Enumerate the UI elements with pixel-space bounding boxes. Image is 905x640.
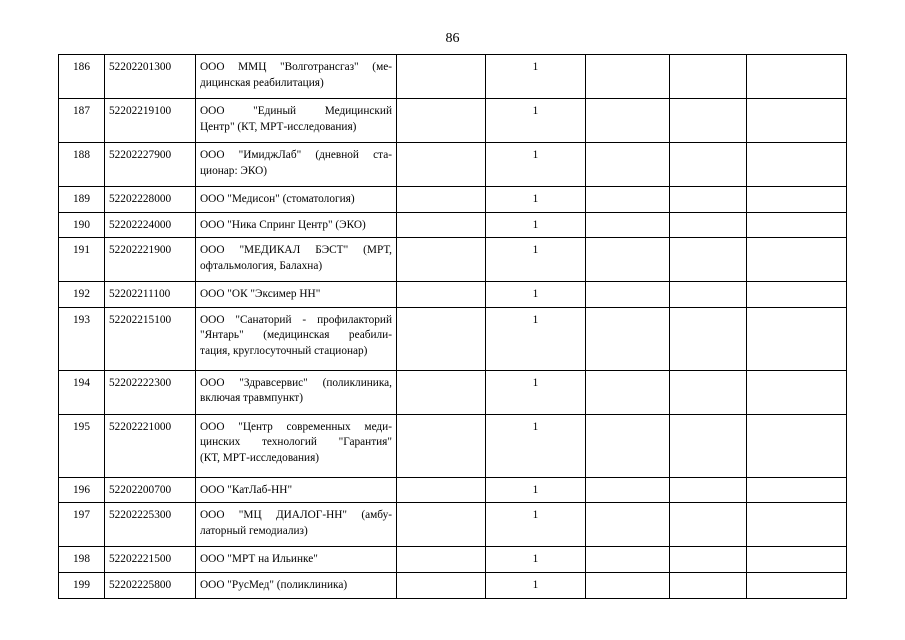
- empty-cell: [586, 370, 670, 414]
- org-name-line: ООО "Центр современных меди-: [200, 420, 392, 433]
- row-number-cell: 189: [59, 187, 105, 213]
- org-name-line: дицинская реабилитация): [200, 76, 324, 89]
- empty-cell: [586, 212, 670, 238]
- empty-cell: [670, 503, 747, 547]
- empty-cell: [747, 370, 847, 414]
- org-name-cell: [196, 370, 397, 414]
- row-number-cell: 194: [59, 370, 105, 414]
- org-code-cell: 52202221900: [105, 238, 196, 282]
- org-name-line: Центр" (КТ, МРТ-исследования): [200, 120, 357, 133]
- org-name-line: "Янтарь" (медицинская реабили-: [200, 329, 392, 342]
- org-name-line: ООО "РусМед" (поликлиника): [200, 578, 348, 591]
- empty-cell: [586, 143, 670, 187]
- empty-cell: [670, 55, 747, 99]
- empty-cell: [747, 503, 847, 547]
- org-name-cell: [196, 55, 397, 99]
- row-number-cell: 195: [59, 414, 105, 477]
- org-name-line: ООО ММЦ "Волготрансгаз" (ме-: [200, 61, 392, 73]
- table-row: [59, 414, 847, 477]
- empty-cell: [586, 55, 670, 99]
- empty-cell: [397, 307, 486, 370]
- empty-cell: [586, 414, 670, 477]
- table-row: [59, 370, 847, 414]
- empty-cell: [747, 477, 847, 503]
- org-name-line: латорный гемодиализ): [200, 524, 308, 537]
- empty-cell: [586, 572, 670, 598]
- org-name-cell: [196, 187, 397, 213]
- org-name-line: тация, круглосуточный стационар): [200, 344, 368, 357]
- empty-cell: [397, 503, 486, 547]
- empty-cell: [670, 187, 747, 213]
- empty-cell: [670, 212, 747, 238]
- empty-cell: [747, 99, 847, 143]
- org-name-cell: [196, 414, 397, 477]
- count-cell: 1: [486, 547, 586, 573]
- table-row: [59, 187, 847, 213]
- table-row: [59, 212, 847, 238]
- org-name-cell: [196, 477, 397, 503]
- org-name-line: включая травмпункт): [200, 392, 303, 405]
- org-code-cell: 52202225300: [105, 503, 196, 547]
- row-number-cell: 187: [59, 99, 105, 143]
- empty-cell: [747, 187, 847, 213]
- table-row: [59, 503, 847, 547]
- empty-cell: [586, 477, 670, 503]
- org-name-cell: [196, 143, 397, 187]
- empty-cell: [747, 238, 847, 282]
- empty-cell: [586, 187, 670, 213]
- org-name-cell: [196, 238, 397, 282]
- org-name-cell: [196, 307, 397, 370]
- count-cell: 1: [486, 187, 586, 213]
- org-name-line: ООО "ОК "Эксимер НН": [200, 288, 321, 301]
- empty-cell: [747, 547, 847, 573]
- empty-cell: [397, 477, 486, 503]
- org-code-cell: 52202211100: [105, 282, 196, 308]
- empty-cell: [586, 99, 670, 143]
- table-body: [59, 55, 847, 599]
- row-number-cell: 192: [59, 282, 105, 308]
- row-number-cell: 196: [59, 477, 105, 503]
- empty-cell: [397, 282, 486, 308]
- org-code-cell: 52202221500: [105, 547, 196, 573]
- empty-cell: [586, 503, 670, 547]
- row-number-cell: 199: [59, 572, 105, 598]
- empty-cell: [397, 572, 486, 598]
- table-row: [59, 282, 847, 308]
- empty-cell: [397, 143, 486, 187]
- org-name-line: ООО "ИмиджЛаб" (дневной ста-: [200, 149, 392, 161]
- org-name-line: ООО "Ника Спринг Центр" (ЭКО): [200, 218, 366, 231]
- empty-cell: [747, 307, 847, 370]
- table-row: [59, 55, 847, 99]
- count-cell: 1: [486, 503, 586, 547]
- org-name-line: цинских технологий "Гарантия": [200, 436, 392, 449]
- count-cell: 1: [486, 477, 586, 503]
- row-number-cell: 188: [59, 143, 105, 187]
- table-row: [59, 477, 847, 503]
- empty-cell: [670, 307, 747, 370]
- table-row: [59, 143, 847, 187]
- empty-cell: [747, 55, 847, 99]
- empty-cell: [397, 212, 486, 238]
- count-cell: 1: [486, 212, 586, 238]
- empty-cell: [747, 212, 847, 238]
- empty-cell: [670, 477, 747, 503]
- empty-cell: [397, 547, 486, 573]
- empty-cell: [670, 143, 747, 187]
- org-name-line: ООО "Медисон" (стоматология): [200, 193, 355, 205]
- org-name-cell: [196, 212, 397, 238]
- row-number-cell: 191: [59, 238, 105, 282]
- count-cell: 1: [486, 572, 586, 598]
- count-cell: 1: [486, 55, 586, 99]
- empty-cell: [397, 414, 486, 477]
- empty-cell: [397, 187, 486, 213]
- empty-cell: [586, 282, 670, 308]
- org-code-cell: 52202219100: [105, 99, 196, 143]
- empty-cell: [586, 307, 670, 370]
- org-name-line: ООО "МЕДИКАЛ БЭСТ" (МРТ,: [200, 244, 392, 257]
- empty-cell: [586, 238, 670, 282]
- org-name-line: ООО "МРТ на Ильинке": [200, 553, 318, 566]
- table-row: [59, 547, 847, 573]
- registry-table: [58, 54, 847, 599]
- empty-cell: [397, 370, 486, 414]
- empty-cell: [670, 547, 747, 573]
- org-name-cell: [196, 572, 397, 598]
- org-code-cell: 52202201300: [105, 55, 196, 99]
- page-number: 86: [445, 31, 460, 46]
- count-cell: 1: [486, 370, 586, 414]
- org-name-line: ционар: ЭКО): [200, 164, 268, 177]
- org-name-line: ООО "КатЛаб-НН": [200, 483, 293, 496]
- org-name-cell: [196, 547, 397, 573]
- org-code-cell: 52202225800: [105, 572, 196, 598]
- org-name-line: (КТ, МРТ-исследования): [200, 451, 320, 464]
- table-row: [59, 99, 847, 143]
- org-code-cell: 52202221000: [105, 414, 196, 477]
- empty-cell: [747, 414, 847, 477]
- empty-cell: [670, 282, 747, 308]
- row-number-cell: 186: [59, 55, 105, 99]
- org-name-cell: [196, 99, 397, 143]
- count-cell: 1: [486, 99, 586, 143]
- org-code-cell: 52202215100: [105, 307, 196, 370]
- count-cell: 1: [486, 143, 586, 187]
- org-name-cell: [196, 282, 397, 308]
- row-number-cell: 198: [59, 547, 105, 573]
- org-name-line: ООО "МЦ ДИАЛОГ-НН" (амбу-: [200, 509, 392, 522]
- count-cell: 1: [486, 307, 586, 370]
- table-row: [59, 238, 847, 282]
- row-number-cell: 193: [59, 307, 105, 370]
- empty-cell: [670, 572, 747, 598]
- empty-cell: [670, 414, 747, 477]
- org-code-cell: 52202228000: [105, 187, 196, 213]
- org-code-cell: 52202222300: [105, 370, 196, 414]
- org-name-cell: [196, 503, 397, 547]
- empty-cell: [670, 370, 747, 414]
- empty-cell: [586, 547, 670, 573]
- org-name-line: офтальмология, Балахна): [200, 259, 323, 272]
- org-name-line: ООО "Санаторий - профилакторий: [200, 313, 392, 326]
- empty-cell: [397, 55, 486, 99]
- count-cell: 1: [486, 414, 586, 477]
- org-code-cell: 52202224000: [105, 212, 196, 238]
- empty-cell: [670, 99, 747, 143]
- row-number-cell: 197: [59, 503, 105, 547]
- table-row: [59, 572, 847, 598]
- empty-cell: [397, 238, 486, 282]
- table-row: [59, 307, 847, 370]
- empty-cell: [397, 99, 486, 143]
- org-name-line: ООО "Здравсервис" (поликлиника,: [200, 376, 392, 389]
- count-cell: 1: [486, 282, 586, 308]
- org-name-line: ООО "Единый Медицинский: [200, 105, 392, 117]
- empty-cell: [747, 282, 847, 308]
- org-code-cell: 52202200700: [105, 477, 196, 503]
- org-code-cell: 52202227900: [105, 143, 196, 187]
- empty-cell: [747, 572, 847, 598]
- count-cell: 1: [486, 238, 586, 282]
- empty-cell: [670, 238, 747, 282]
- empty-cell: [747, 143, 847, 187]
- row-number-cell: 190: [59, 212, 105, 238]
